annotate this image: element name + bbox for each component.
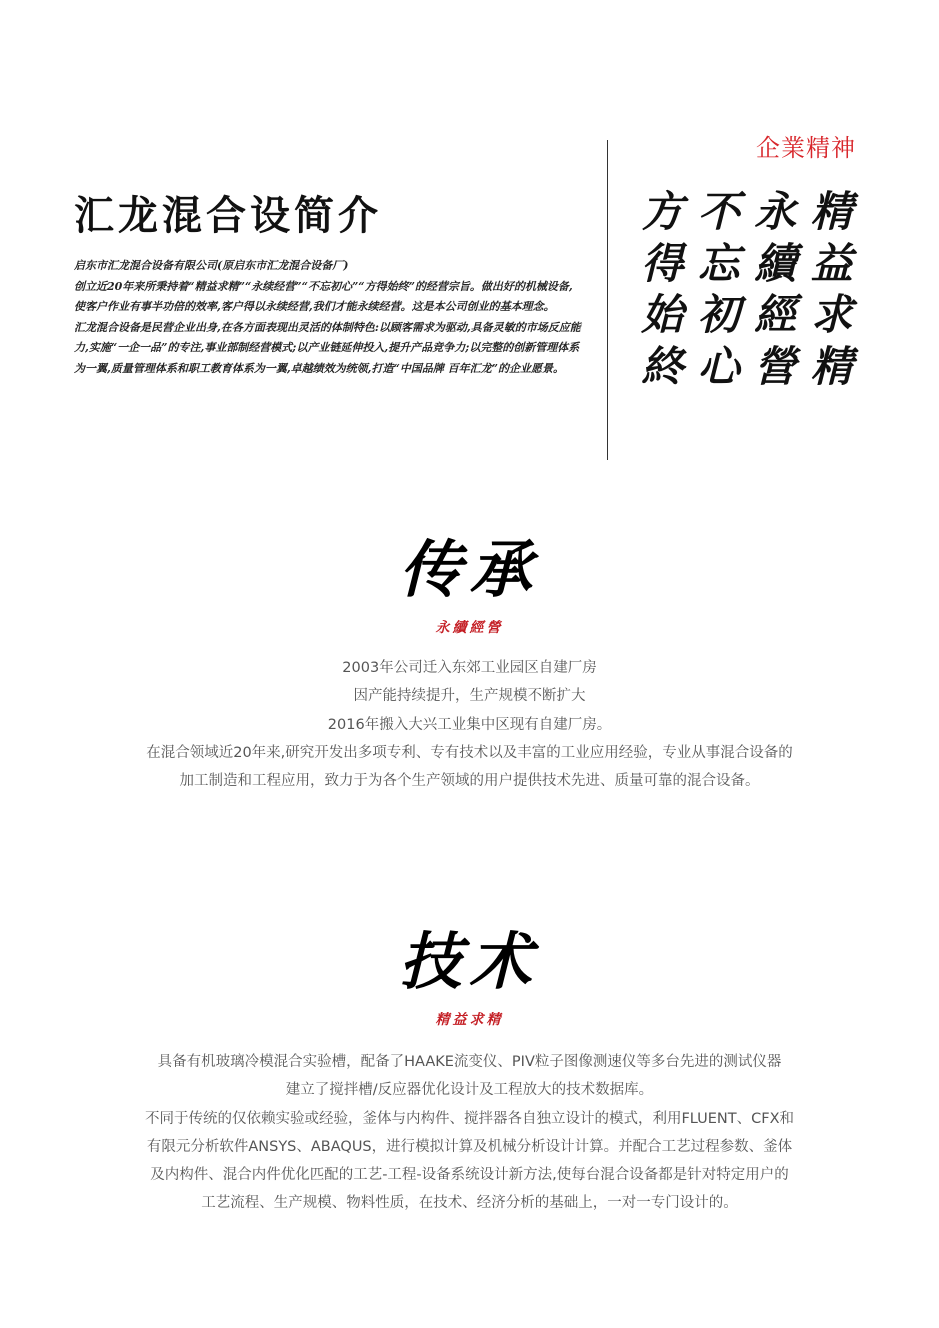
- spirit-char: 續: [754, 238, 797, 288]
- heritage-paragraph: [90, 654, 849, 795]
- heritage-line: 2003年公司迁入东郊工业园区自建厂房: [342, 660, 597, 676]
- technology-paragraph: [90, 1048, 849, 1218]
- spirit-char: 精: [810, 341, 853, 391]
- heritage-line: 在混合领域近20年来,研究开发出多项专利、专有技术以及丰富的工业应用经验，专业从事混合设备的: [146, 744, 793, 761]
- spirit-char: 營: [754, 341, 797, 391]
- spirit-char: 求: [810, 290, 853, 339]
- intro-line: 创立近20年来所秉持着“精益求精”“永续经营”“不忘初心”“方得始终”的经营宗旨。做出好的机械设备,使客户作业有事半功倍的效率,客户得以永续经营,我们才能永续经营。这是本公司创业的基本理念。: [74, 279, 573, 314]
- intro-line: 汇龙混合设备是民营企业出身,在各方面表现出灵活的体制特色:以顾客需求为驱动,具备灵敏的市场反应能力,实施“一企一品”的专注,事业部制经营模式;以产业链延伸投入,提升产品竞争力;以完整的创新管理体系为一翼,质量管理体系和职工教育体系为一翼,卓越绩效为统领,打造“中国品牌 百年汇龙”的企业愿景。: [74, 320, 581, 375]
- spirit-char: 終: [641, 341, 684, 391]
- spirit-calligraphy: [634, 186, 860, 392]
- technology-title: 技术: [399, 925, 540, 998]
- spirit-char: 經: [754, 290, 797, 339]
- technology-line: 不同于传统的仅依赖实验或经验，釜体与内构件、搅拌器各自独立设计的模式，利用FLUENT、CFX和: [144, 1110, 795, 1127]
- spirit-char: 益: [810, 238, 853, 288]
- spirit-char: 得: [641, 238, 684, 288]
- intro-body: [74, 256, 582, 380]
- technology-line: 及内构件、混合内件优化匹配的工艺-工程-设备系统设计新方法,使每台混合设备都是针对特定用户的: [150, 1167, 789, 1184]
- spirit-char: 始: [641, 290, 684, 339]
- spirit-char: 忘: [697, 238, 740, 288]
- heritage-line: 加工制造和工程应用，致力于为各个生产领域的用户提供技术先进、质量可靠的混合设备。: [179, 773, 760, 790]
- heritage-subtitle: 永續經營: [435, 620, 504, 636]
- spirit-char: 初: [697, 290, 740, 339]
- technology-line: 具备有机玻璃冷模混合实验槽，配备了HAAKE流变仪、PIV粒子图像测速仪等多台先进的测试仪器: [157, 1054, 782, 1070]
- spirit-char: 方: [641, 187, 684, 236]
- technology-line: 工艺流程、生产规模、物料性质，在技术、经济分析的基础上，一对一专门设计的。: [201, 1195, 738, 1212]
- heritage-line: 因产能持续提升，生产规模不断扩大: [353, 688, 586, 705]
- spirit-char: 永: [754, 187, 797, 236]
- technology-subtitle: 精益求精: [435, 1012, 504, 1028]
- technology-line: 建立了搅拌槽/反应器优化设计及工程放大的技术数据库。: [285, 1082, 654, 1099]
- heritage-line: 2016年搬入大兴工业集中区现有自建厂房。: [327, 716, 612, 733]
- spirit-char: 精: [810, 187, 853, 236]
- spirit-char: 不: [697, 187, 740, 236]
- vertical-divider: [607, 140, 608, 460]
- spirit-title: 企業精神: [756, 134, 856, 162]
- technology-line: 有限元分析软件ANSYS、ABAQUS，进行模拟计算及机械分析设计计算。并配合工艺过程参数、釜体: [146, 1138, 793, 1155]
- intro-title: 汇龙混合设简介: [74, 192, 382, 239]
- spirit-char: 心: [697, 341, 740, 391]
- heritage-title: 传承: [399, 533, 540, 606]
- intro-line: 启东市汇龙混合设备有限公司(原启东市汇龙混合设备厂): [74, 259, 349, 272]
